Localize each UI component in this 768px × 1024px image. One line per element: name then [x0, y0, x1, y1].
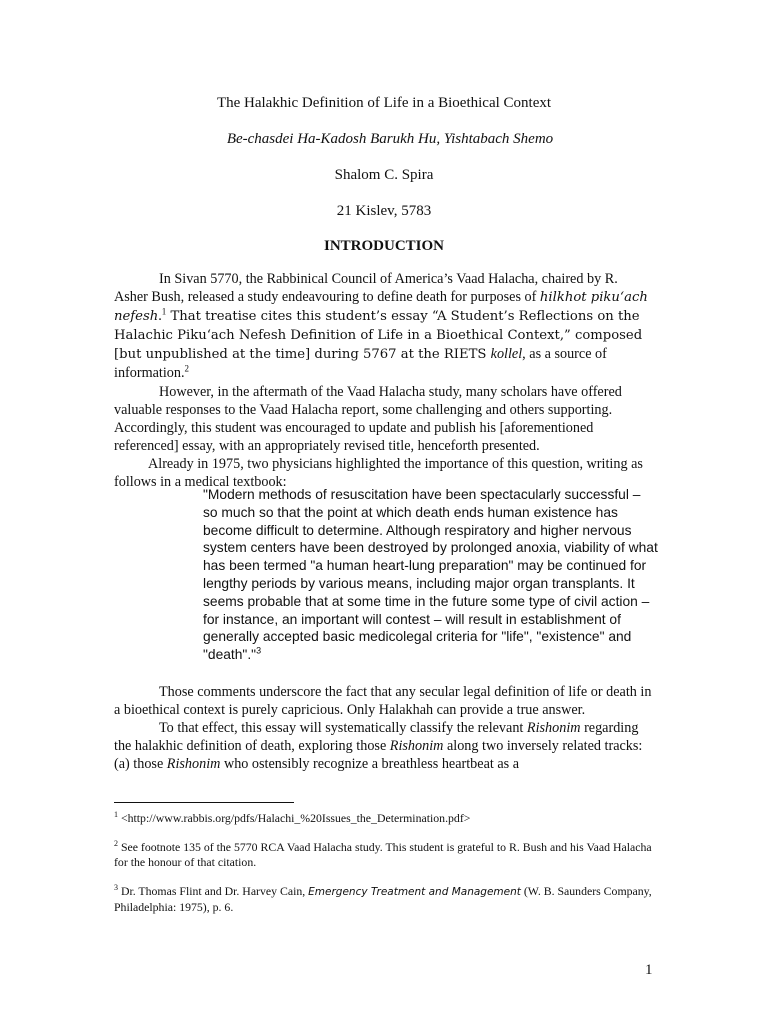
dedication-text: Be-chasdei Ha-Kadosh Barukh Hu, Yishtabach Shemo: [226, 131, 554, 147]
paragraph-5-text-c: along two inversely related tracks: (a) those: [114, 738, 643, 773]
date-line: 21 Kislev, 5783: [336, 203, 432, 219]
footnote-3-book-title: Emergency Treatment and Management: [308, 886, 521, 898]
block-quote-text: "Modern methods of resuscitation have been spectacularly successful – so much so that the point at which death ends human existence has become difficult to determine. Although respiratory and higher nervous system centers have been destroyed by prolonged anoxia, viability of what has been termed "a human heart-lung preparation" may be continued for lengthy periods by various means, including major organ transplants. It seems probable that at some time in the future some type of civil action – for instance, an important will contest – will result in establishment of generally accepted basic medicolegal criteria for "life", "existence" and "death".": [203, 487, 658, 663]
paragraph-5: [114, 719, 654, 773]
paragraph-1-text-a: In Sivan 5770, the Rabbinical Council of America’s Vaad Halacha, chaired by R. Asher Bush, released a study endeavouring to define death for purposes of: [114, 271, 618, 306]
footnote-ref-3[interactable]: 3: [256, 645, 262, 656]
page-number: 1: [645, 962, 653, 978]
footnote-1-link[interactable]: <http://www.rabbis.org/pdfs/Halachi_%20Issues_the_Determination.pdf>: [118, 811, 471, 825]
block-quote: [203, 486, 658, 664]
footnote-1: [114, 811, 654, 826]
author-name: Shalom C. Spira: [334, 167, 434, 183]
intro-body-lower: [114, 683, 654, 773]
footnote-separator: [114, 802, 294, 803]
footnote-3-authors: Dr. Thomas Flint and Dr. Harvey Cain,: [118, 884, 309, 898]
paragraph-1-text-b: .: [158, 308, 162, 325]
paper-title: The Halakhic Definition of Life in a Bioethical Context: [216, 95, 552, 111]
paragraph-5-text-b: regarding the halakhic definition of death, exploring those: [114, 720, 639, 755]
dedication-line: [6, 130, 768, 148]
paragraph-5-text-a: To that effect, this essay will systematically classify the relevant: [159, 720, 527, 737]
paragraph-1-text-c: That treatise cites this student’s essay “A Student’s Reflections on the Halachic Piku‘ach Nefesh Definition of Life in a Bioethical Context,” composed [but unpublished at the time] during 5767 at the RIETS: [114, 309, 643, 363]
footnote-ref-2[interactable]: 2: [184, 363, 190, 374]
paragraph-1-text-d: , as a source of information.: [114, 346, 607, 382]
footnote-3: [114, 884, 654, 915]
paragraph-5-italic-2: Rishonim: [389, 738, 444, 755]
paragraph-1-italic-kollel: kollel: [490, 346, 523, 363]
paragraph-5-text-d: who ostensibly recognize a breathless heartbeat as a: [220, 756, 520, 773]
paragraph-1: [114, 270, 654, 383]
footnote-ref-1[interactable]: 1: [161, 306, 167, 317]
paragraph-3: Already in 1975, two physicians highlighted the importance of this question, writing as follows in a medical textbook:: [114, 455, 643, 491]
paragraph-2: However, in the aftermath of the Vaad Halacha study, many scholars have offered valuable responses to the Vaad Halacha report, some challenging and others supporting. Accordingly, this student was encouraged to update and publish his [aforementioned referenced] essay, with an appropriately revised title, henceforth presented.: [114, 383, 622, 454]
section-heading: INTRODUCTION: [323, 238, 444, 254]
footnote-3-number: 3: [114, 883, 118, 893]
footnote-2-number: 2: [114, 839, 118, 849]
paragraph-5-italic-1: Rishonim: [526, 720, 581, 737]
footnote-1-number: 1: [114, 810, 118, 820]
footnote-3-publication: (W. B. Saunders Company, Philadelphia: 1975), p. 6.: [114, 884, 652, 914]
footnote-2: [114, 840, 654, 870]
footnote-2-text: See footnote 135 of the 5770 RCA Vaad Halacha study. This student is grateful to R. Bush and his Vaad Halacha for the honour of that citation.: [114, 840, 652, 869]
paragraph-4: Those comments underscore the fact that any secular legal definition of life or death in a bioethical context is purely capricious. Only Halakhah can provide a true answer.: [114, 684, 652, 719]
paragraph-5-italic-3: Rishonim: [166, 756, 221, 773]
intro-body-upper: [114, 270, 654, 491]
paragraph-1-italic-term: hilkhot piku‘ach nefesh: [114, 290, 648, 325]
